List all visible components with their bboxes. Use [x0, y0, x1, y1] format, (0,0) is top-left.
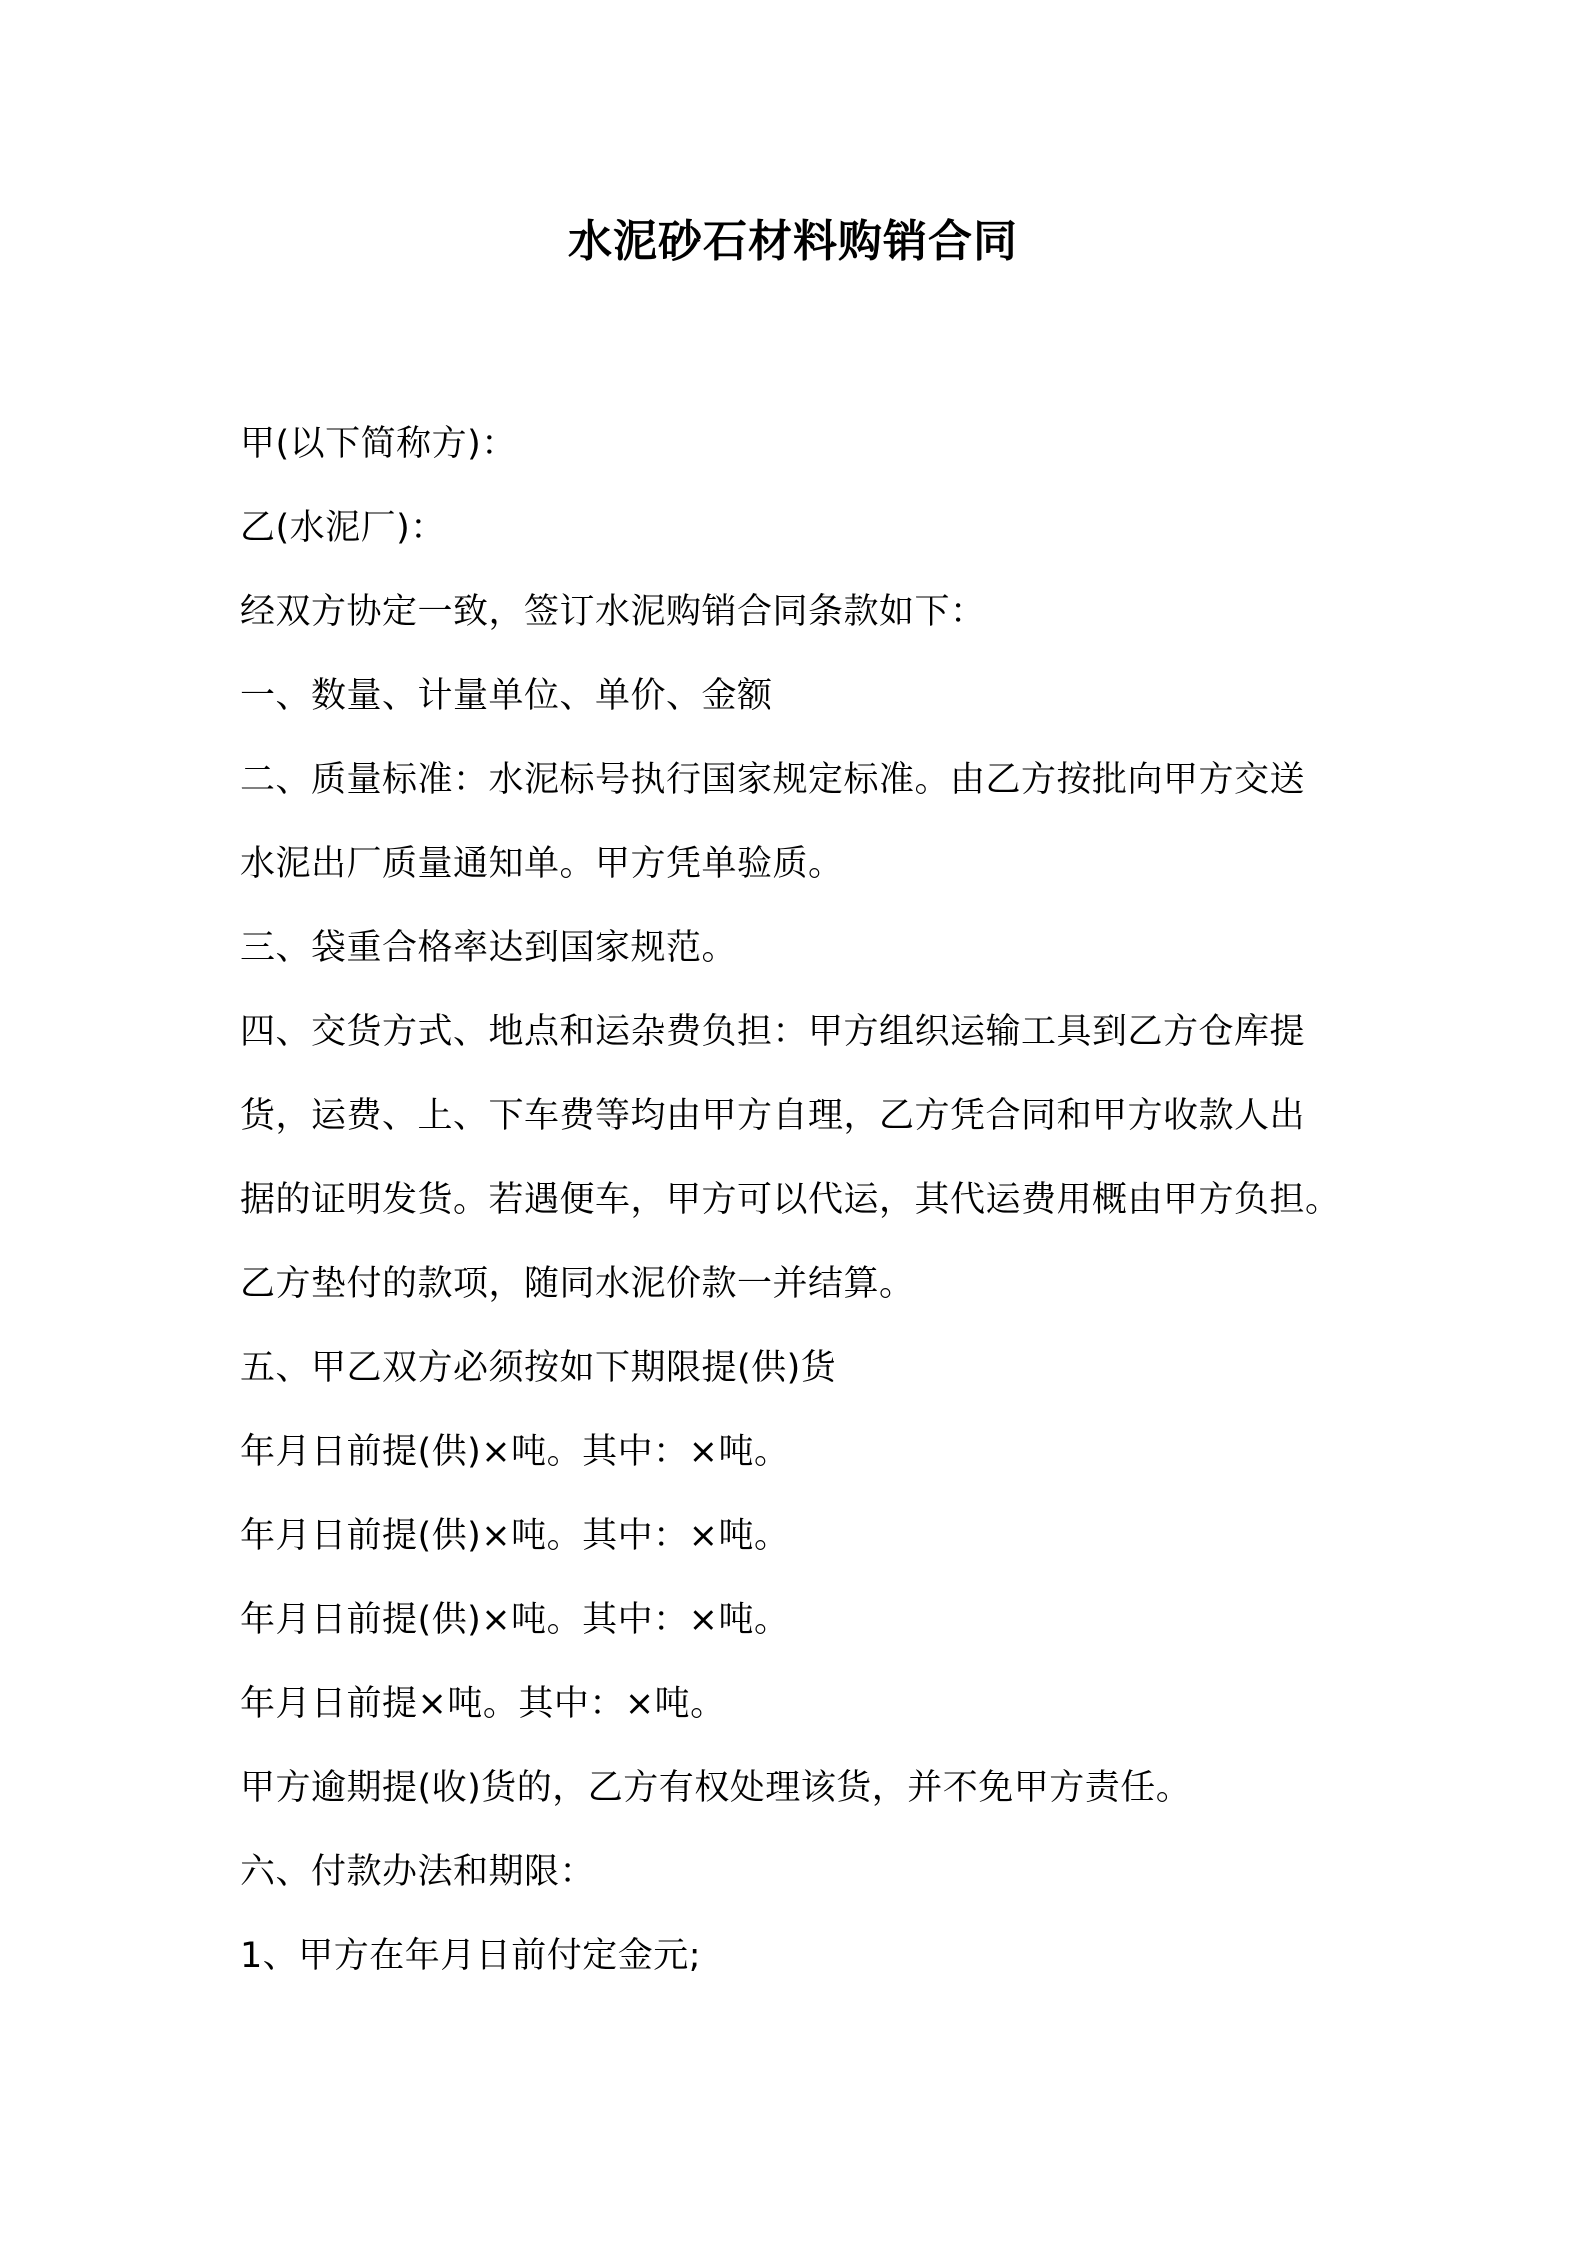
clause-2-line-1: 二、质量标准：水泥标号执行国家规定标准。由乙方按批向甲方交送 [240, 760, 1306, 800]
clause-4-line-1: 四、交货方式、地点和运杂费负担：甲方组织运输工具到乙方仓库提 [240, 1012, 1306, 1052]
delivery-schedule-line: 年月日前提(供)×吨。其中：×吨。 [240, 1600, 790, 1640]
document-title: 水泥砂石材料购销合同 [568, 216, 1018, 267]
document-body [240, 402, 1370, 1998]
clause-4-line-2: 货，运费、上、下车费等均由甲方自理，乙方凭合同和甲方收款人出 [240, 1096, 1306, 1136]
clause-4-line-3: 据的证明发货。若遇便车，甲方可以代运，其代运费用概由甲方负担。 [240, 1180, 1341, 1220]
clause-3: 三、袋重合格率达到国家规范。 [240, 928, 738, 968]
clause-1: 一、数量、计量单位、单价、金额 [240, 676, 773, 716]
delivery-schedule-line: 年月日前提(供)×吨。其中：×吨。 [240, 1516, 790, 1556]
clause-5: 五、甲乙双方必须按如下期限提(供)货 [240, 1348, 837, 1388]
delivery-schedule-line: 年月日前提×吨。其中：×吨。 [240, 1684, 726, 1724]
clause-4-line-4: 乙方垫付的款项，随同水泥价款一并结算。 [240, 1264, 915, 1304]
agreement-intro: 经双方协定一致，签订水泥购销合同条款如下： [240, 592, 986, 632]
party-a-line: 甲(以下简称方)： [240, 424, 517, 464]
party-b-line: 乙(水泥厂)： [240, 508, 446, 548]
clause-2-line-2: 水泥出厂质量通知单。甲方凭单验质。 [240, 844, 844, 884]
clause-6: 六、付款办法和期限： [240, 1852, 596, 1892]
payment-item-1: 1、甲方在年月日前付定金元; [240, 1936, 702, 1976]
overdue-clause: 甲方逾期提(收)货的，乙方有权处理该货，并不免甲方责任。 [240, 1768, 1192, 1808]
delivery-schedule-line: 年月日前提(供)×吨。其中：×吨。 [240, 1432, 790, 1472]
